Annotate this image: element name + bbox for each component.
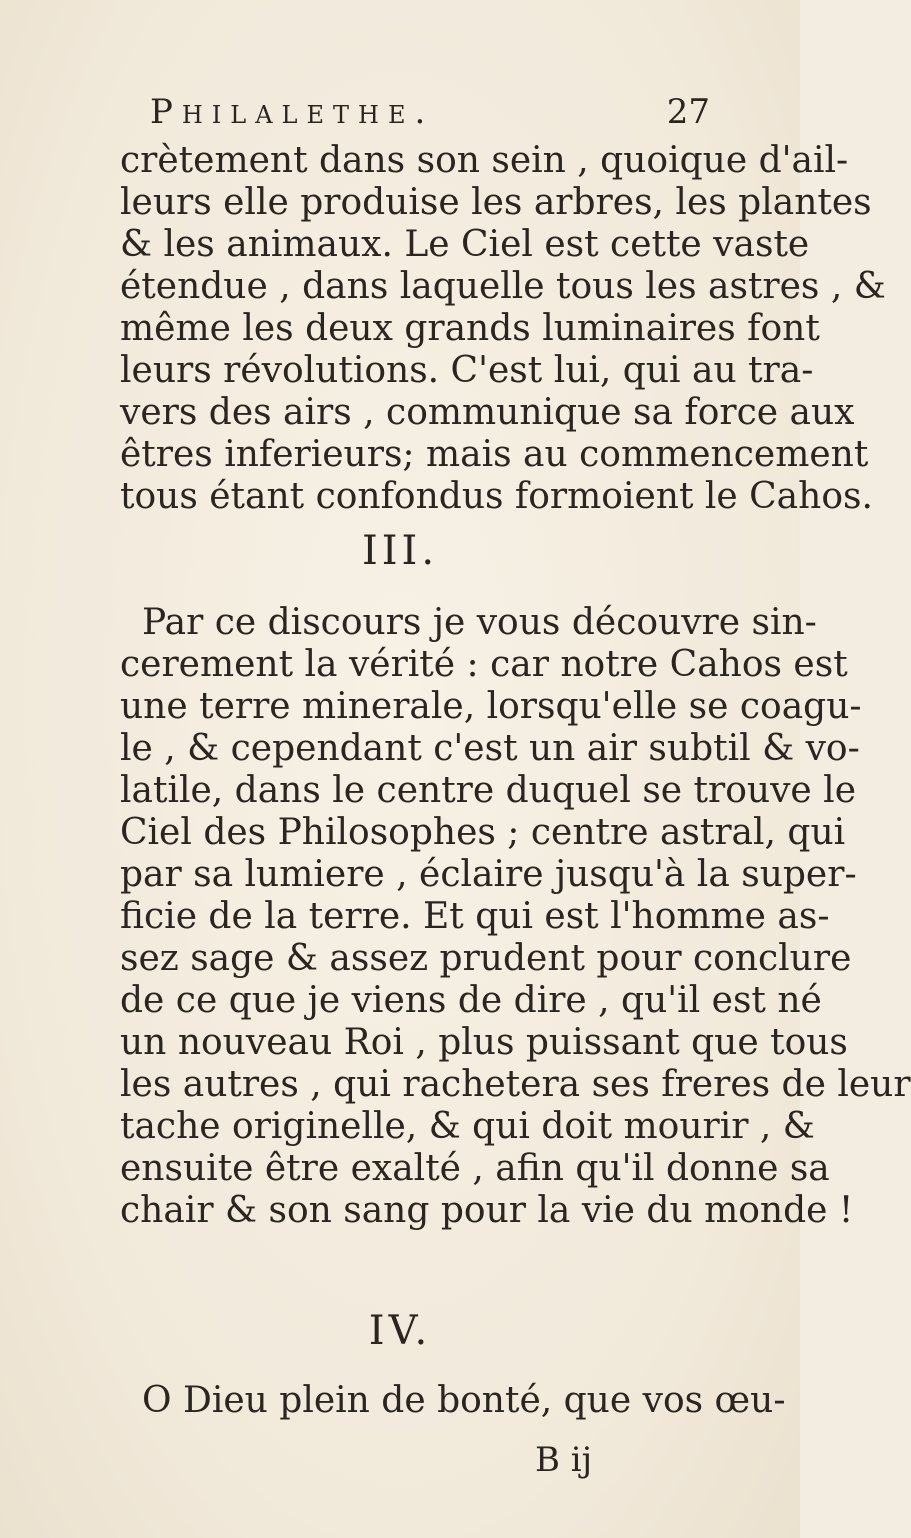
text-line: sez sage & assez prudent pour conclure <box>120 938 852 979</box>
text-line: tache originelle, & qui doit mourir , & <box>120 1106 815 1147</box>
text-line: leurs révolutions. C'est lui, qui au tra- <box>120 350 814 391</box>
text-line: de ce que je viens de dire , qu'il est né <box>120 980 822 1021</box>
text-line: leurs elle produise les arbres, les plantes <box>120 182 872 223</box>
page-header <box>150 92 710 138</box>
text-line: O Dieu plein de bonté, que vos œu- <box>142 1380 786 1421</box>
text-line: le , & cependant c'est un air subtil & vo- <box>120 728 860 769</box>
paragraph-2 <box>120 602 911 1232</box>
text-line: & les animaux. Le Ciel est cette vaste <box>120 224 810 265</box>
running-title: Philalethe. <box>150 92 435 132</box>
text-line: les autres , qui rachetera ses freres de leur <box>120 1064 911 1105</box>
text-line: ficie de la terre. Et qui est l'homme as- <box>120 896 830 937</box>
text-line: tous étant confondus formoient le Cahos. <box>120 476 873 517</box>
paragraph-3 <box>120 1380 786 1422</box>
text-line: ensuite être exalté , afin qu'il donne sa <box>120 1148 830 1189</box>
text-line: chair & son sang pour la vie du monde ! <box>120 1190 854 1231</box>
text-line: Ciel des Philosophes ; centre astral, qui <box>120 812 846 853</box>
text-line: par sa lumiere , éclaire jusqu'à la super- <box>120 854 857 895</box>
section-heading-iv: IV. <box>368 1308 432 1354</box>
page-number: 27 <box>666 92 710 132</box>
text-line: êtres inferieurs; mais au commencement <box>120 434 869 475</box>
text-line: cerement la vérité : car notre Cahos est <box>120 644 848 685</box>
text-line: une terre minerale, lorsqu'elle se coagu- <box>120 686 862 727</box>
text-line: crètement dans son sein , quoique d'ail- <box>120 140 849 181</box>
text-line: même les deux grands luminaires font <box>120 308 820 349</box>
text-line: étendue , dans laquelle tous les astres , & <box>120 266 886 307</box>
paragraph-1 <box>120 140 886 518</box>
text-line: un nouveau Roi , plus puissant que tous <box>120 1022 848 1063</box>
section-heading-iii: III. <box>361 528 439 574</box>
text-line: Par ce discours je vous découvre sin- <box>142 602 817 643</box>
text-line: vers des airs , communique sa force aux <box>120 392 855 433</box>
signature-mark: B ij <box>535 1440 593 1480</box>
text-line: latile, dans le centre duquel se trouve le <box>120 770 856 811</box>
